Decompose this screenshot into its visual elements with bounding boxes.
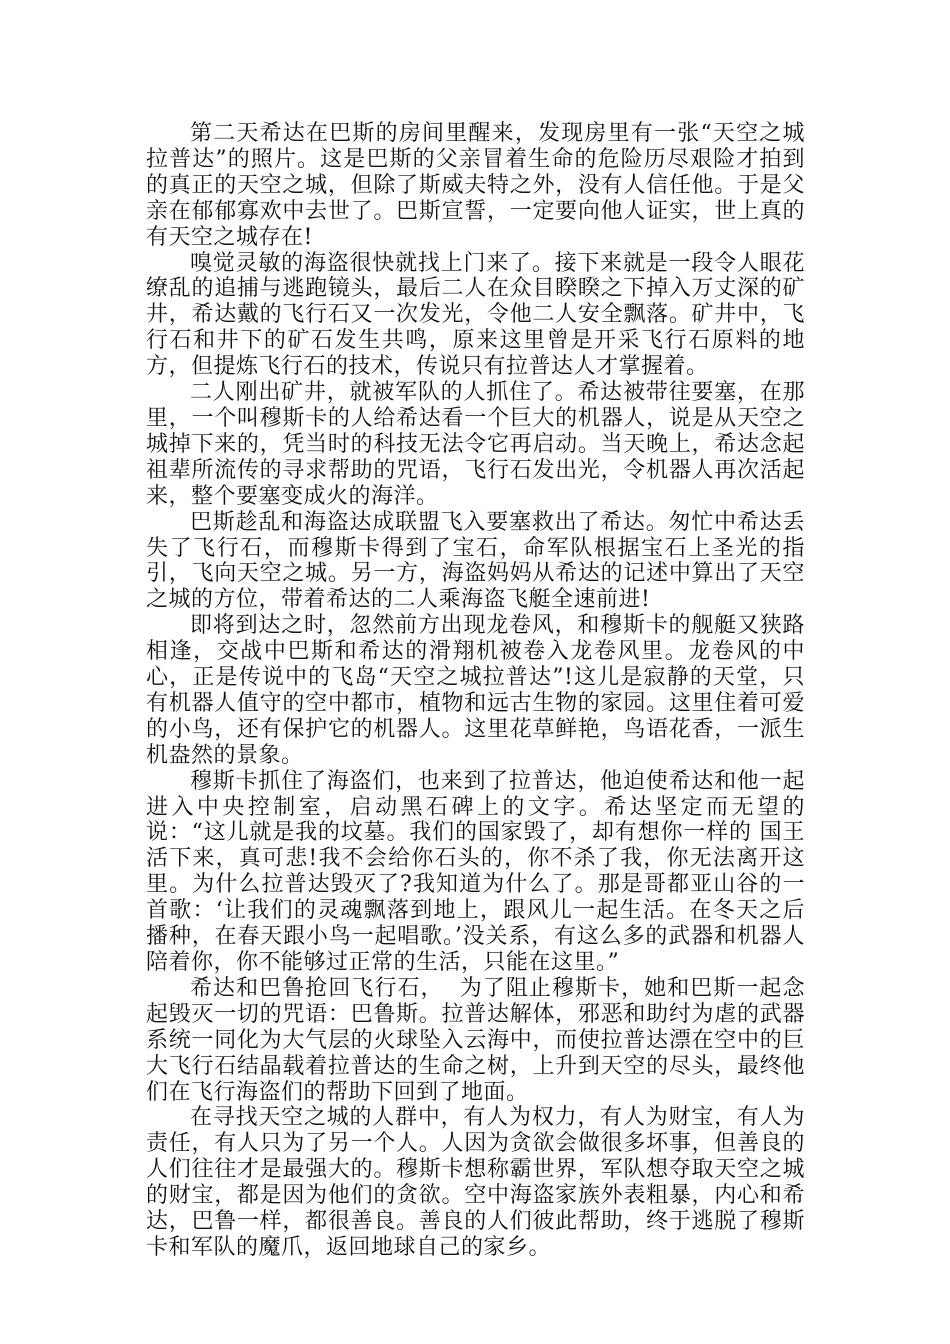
paragraph-4: 巴斯趁乱和海盗达成联盟飞入要塞救出了希达。匆忙中希达丢失了飞行石，而穆斯卡得到了宝石，命军队根据宝石上圣光的指引，飞向天空之城。另一方，海盗妈妈从希达的记述中算出了天空之城的方位，带着希达的二人乘海盗飞艇全速前进! [146,509,805,613]
paragraph-3: 二人刚出矿井，就被军队的人抓住了。希达被带往要塞，在那里，一个叫穆斯卡的人给希达看一个巨大的机器人，说是从天空之城掉下来的，凭当时的科技无法令它再启动。当天晚上，希达念起祖辈所流传的寻求帮助的咒语，飞行石发出光，令机器人再次活起来，整个要塞变成火的海洋。 [146,380,805,509]
paragraph-7: 希达和巴鲁抢回飞行石， 为了阻止穆斯卡，她和巴斯一起念起毁灭一切的咒语：巴鲁斯。拉普达解体，邪恶和助纣为虐的武器系统一同化为大气层的火球坠入云海中，而使拉普达漂在空中的巨大飞行石结晶载着拉普达的生命之树，上升到天空的尽头，最终他们在飞行海盗们的帮助下回到了地面。 [146,975,805,1105]
paragraph-8: 在寻找天空之城的人群中，有人为权力，有人为财宝，有人为责任，有人只为了另一个人。人因为贪欲会做很多坏事，但善良的人们往往才是最强大的。穆斯卡想称霸世界，军队想夺取天空之城的财宝，都是因为他们的贪欲。空中海盗家族外表粗暴，内心和希达，巴鲁一样，都很善良。善良的人们彼此帮助，终于逃脱了穆斯卡和军队的魔爪，返回地球自己的家乡。 [146,1105,805,1260]
paragraph-1: 第二天希达在巴斯的房间里醒来，发现房里有一张“天空之城拉普达”的照片。这是巴斯的父亲冒着生命的危险历尽艰险才拍到的真正的天空之城，但除了斯威夫特之外，没有人信任他。于是父亲在郁郁寡欢中去世了。巴斯宣誓，一定要向他人证实，世上真的有天空之城存在! [146,121,805,250]
document-body [146,121,805,1261]
paragraph-5: 即将到达之时，忽然前方出现龙卷风，和穆斯卡的舰艇又狭路相逢，交战中巴斯和希达的滑翔机被卷入龙卷风里。龙卷风的中心，正是传说中的飞岛“天空之城拉普达”!这儿是寂静的天堂，只有机器人值守的空中都市，植物和远古生物的家园。这里住着可爱的小鸟，还有保护它的机器人。这里花草鲜艳，鸟语花香，一派生机盎然的景象。 [146,613,805,768]
paragraph-6: 穆斯卡抓住了海盗们，也来到了拉普达，他迫使希达和他一起进入中央控制室，启动黑石碑上的文字。希达坚定而无望的说：“这儿就是我的坟墓。我们的国家毁了，却有想你一样的 国王活下来，真可悲!我不会给你石头的，你不杀了我，你无法离开这里。为什么拉普达毁灭了?我知道为什么了。那是哥都亚山谷的一首歌：‘让我们的灵魂飘落到地上，跟风儿一起生活。在冬天之后播种，在春天跟小鸟一起唱歌。’没关系，有这么多的武器和机器人陪着你，你不能够过正常的生活，只能在这里。” [146,768,805,975]
paragraph-2: 嗅觉灵敏的海盗很快就找上门来了。接下来就是一段令人眼花缭乱的追捕与逃跑镜头，最后二人在众目睽睽之下掉入万丈深的矿井，希达戴的飞行石又一次发光，令他二人安全飘落。矿井中，飞行石和井下的矿石发生共鸣，原来这里曾是开采飞行石原料的地方，但提炼飞行石的技术，传说只有拉普达人才掌握着。 [146,250,805,380]
